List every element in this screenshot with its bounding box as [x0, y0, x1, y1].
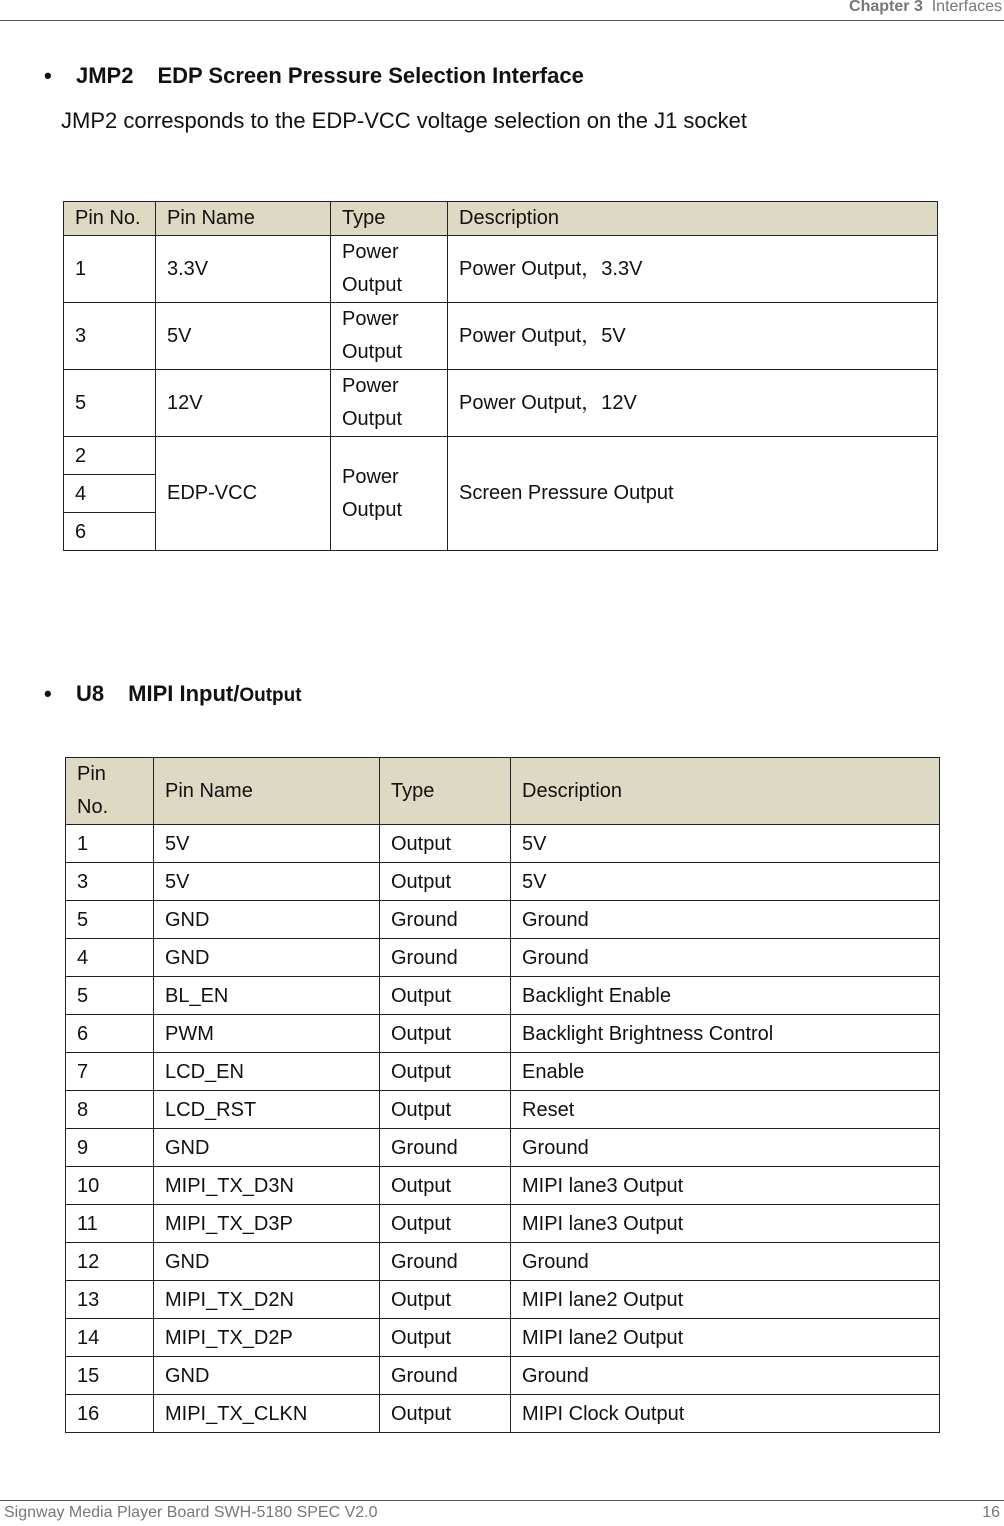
- pin-name-cell: MIPI_TX_D2N: [154, 1281, 380, 1319]
- pin-name-cell: GND: [154, 1243, 380, 1281]
- pin-name-cell: LCD_RST: [154, 1091, 380, 1129]
- pin-no-cell: 3: [66, 863, 154, 901]
- pin-no-cell: 4: [66, 939, 154, 977]
- pin-name-cell: MIPI_TX_D2P: [154, 1319, 380, 1357]
- pin-name-cell: BL_EN: [154, 977, 380, 1015]
- pin-name-cell: PWM: [154, 1015, 380, 1053]
- footer-doc-title: Signway Media Player Board SWH-5180 SPEC V2.0: [4, 1504, 378, 1521]
- page-footer: [0, 1500, 1004, 1526]
- bullet-icon: •: [44, 681, 52, 706]
- pin-no-cell: 9: [66, 1129, 154, 1167]
- description-cell: MIPI lane3 Output: [511, 1167, 940, 1205]
- table-row: [66, 825, 940, 863]
- pin-no-cell: 5: [64, 370, 156, 437]
- type-cell: Output: [380, 1167, 511, 1205]
- pin-name-cell: EDP-VCC: [156, 437, 331, 551]
- section-label: Interfaces: [931, 0, 1002, 15]
- type-cell: Output: [380, 1205, 511, 1243]
- pin-no-cell: 6: [66, 1015, 154, 1053]
- pin-name-cell: GND: [154, 939, 380, 977]
- description-cell: Backlight Enable: [511, 977, 940, 1015]
- table-row: [64, 236, 938, 303]
- description-cell: Ground: [511, 901, 940, 939]
- u8-heading: [44, 681, 302, 707]
- jmp2-title: EDP Screen Pressure Selection Interface: [157, 63, 584, 88]
- type-cell: Output: [380, 825, 511, 863]
- type-cell: Output: [380, 1053, 511, 1091]
- description-cell: Ground: [511, 939, 940, 977]
- pin-no-cell: 8: [66, 1091, 154, 1129]
- description-cell: Ground: [511, 1243, 940, 1281]
- table-row: [66, 1319, 940, 1357]
- pin-no-cell: 2: [64, 437, 156, 475]
- table-row: [66, 1167, 940, 1205]
- pin-name-cell: MIPI_TX_D3P: [154, 1205, 380, 1243]
- type-cell: Output: [380, 1015, 511, 1053]
- pin-name-cell: 5V: [156, 303, 331, 370]
- jmp2-table: [63, 201, 938, 551]
- pin-no-cell: 16: [66, 1395, 154, 1433]
- pin-no-cell: 6: [64, 513, 156, 551]
- type-cell: Output: [380, 1395, 511, 1433]
- page-number: 16: [982, 1504, 1000, 1521]
- table-row: [66, 1129, 940, 1167]
- description-cell: Backlight Brightness Control: [511, 1015, 940, 1053]
- description-cell: Power Output，12V: [448, 370, 938, 437]
- pin-no-cell: 7: [66, 1053, 154, 1091]
- type-cell: Ground: [380, 901, 511, 939]
- type-cell: Output: [380, 1091, 511, 1129]
- table-row: [66, 939, 940, 977]
- description-cell: Screen Pressure Output: [448, 437, 938, 551]
- page-header: [0, 0, 1004, 21]
- table-row: [66, 1205, 940, 1243]
- col-type: Type: [331, 202, 448, 236]
- type-cell: Output: [380, 1319, 511, 1357]
- pin-name-cell: 12V: [156, 370, 331, 437]
- pin-no-cell: 11: [66, 1205, 154, 1243]
- description-cell: MIPI lane3 Output: [511, 1205, 940, 1243]
- pin-name-cell: 5V: [154, 863, 380, 901]
- table-row: [64, 303, 938, 370]
- jmp2-code: JMP2: [76, 63, 134, 88]
- table-row: [66, 863, 940, 901]
- description-cell: Enable: [511, 1053, 940, 1091]
- type-cell: Ground: [380, 1357, 511, 1395]
- type-cell: Ground: [380, 1129, 511, 1167]
- type-cell: Output: [380, 863, 511, 901]
- pin-no-cell: 1: [64, 236, 156, 303]
- description-cell: Ground: [511, 1357, 940, 1395]
- description-cell: 5V: [511, 863, 940, 901]
- description-cell: Power Output，5V: [448, 303, 938, 370]
- table-header-row: [66, 758, 940, 825]
- type-cell: Power Output: [331, 370, 448, 437]
- type-cell: Output: [380, 977, 511, 1015]
- bullet-icon: •: [44, 63, 52, 88]
- u8-table: [65, 757, 940, 1433]
- description-cell: Ground: [511, 1129, 940, 1167]
- pin-name-cell: MIPI_TX_D3N: [154, 1167, 380, 1205]
- u8-title: MIPI Input/: [128, 681, 240, 706]
- pin-no-cell: 13: [66, 1281, 154, 1319]
- table-row: [66, 901, 940, 939]
- pin-no-cell: 10: [66, 1167, 154, 1205]
- pin-name-cell: GND: [154, 1357, 380, 1395]
- jmp2-heading: [44, 63, 584, 89]
- table-row: [66, 1281, 940, 1319]
- pin-no-cell: 12: [66, 1243, 154, 1281]
- pin-no-cell: 4: [64, 475, 156, 513]
- pin-name-cell: GND: [154, 901, 380, 939]
- col-pin-no: Pin No.: [64, 202, 156, 236]
- col-pin-no: Pin No.: [66, 758, 154, 825]
- description-cell: Reset: [511, 1091, 940, 1129]
- u8-title-suffix: Output: [239, 685, 302, 706]
- type-cell: Power Output: [331, 437, 448, 551]
- table-row: [64, 437, 938, 475]
- pin-no-cell: 5: [66, 901, 154, 939]
- table-row: [66, 1243, 940, 1281]
- u8-code: U8: [76, 681, 105, 706]
- pin-no-cell: 1: [66, 825, 154, 863]
- pin-no-cell: 14: [66, 1319, 154, 1357]
- type-cell: Ground: [380, 1243, 511, 1281]
- table-header-row: [64, 202, 938, 236]
- description-cell: MIPI lane2 Output: [511, 1281, 940, 1319]
- table-row: [66, 1357, 940, 1395]
- pin-no-cell: 15: [66, 1357, 154, 1395]
- description-cell: Power Output，3.3V: [448, 236, 938, 303]
- description-cell: MIPI Clock Output: [511, 1395, 940, 1433]
- col-type: Type: [380, 758, 511, 825]
- chapter-label: Chapter 3: [849, 0, 923, 15]
- pin-no-cell: 3: [64, 303, 156, 370]
- pin-name-cell: GND: [154, 1129, 380, 1167]
- type-cell: Ground: [380, 939, 511, 977]
- jmp2-description: JMP2 corresponds to the EDP-VCC voltage selection on the J1 socket: [61, 108, 748, 133]
- table-row: [66, 1395, 940, 1433]
- description-cell: 5V: [511, 825, 940, 863]
- type-cell: Power Output: [331, 236, 448, 303]
- table-row: [66, 1091, 940, 1129]
- table-row: [64, 370, 938, 437]
- type-cell: Power Output: [331, 303, 448, 370]
- description-cell: MIPI lane2 Output: [511, 1319, 940, 1357]
- col-pin-name: Pin Name: [154, 758, 380, 825]
- table-row: [66, 1053, 940, 1091]
- header-text: [849, 0, 1002, 16]
- pin-name-cell: MIPI_TX_CLKN: [154, 1395, 380, 1433]
- col-description: Description: [448, 202, 938, 236]
- type-cell: Output: [380, 1281, 511, 1319]
- pin-no-cell: 5: [66, 977, 154, 1015]
- pin-name-cell: 5V: [154, 825, 380, 863]
- col-pin-name: Pin Name: [156, 202, 331, 236]
- col-description: Description: [511, 758, 940, 825]
- pin-name-cell: LCD_EN: [154, 1053, 380, 1091]
- table-row: [66, 1015, 940, 1053]
- pin-name-cell: 3.3V: [156, 236, 331, 303]
- table-row: [66, 977, 940, 1015]
